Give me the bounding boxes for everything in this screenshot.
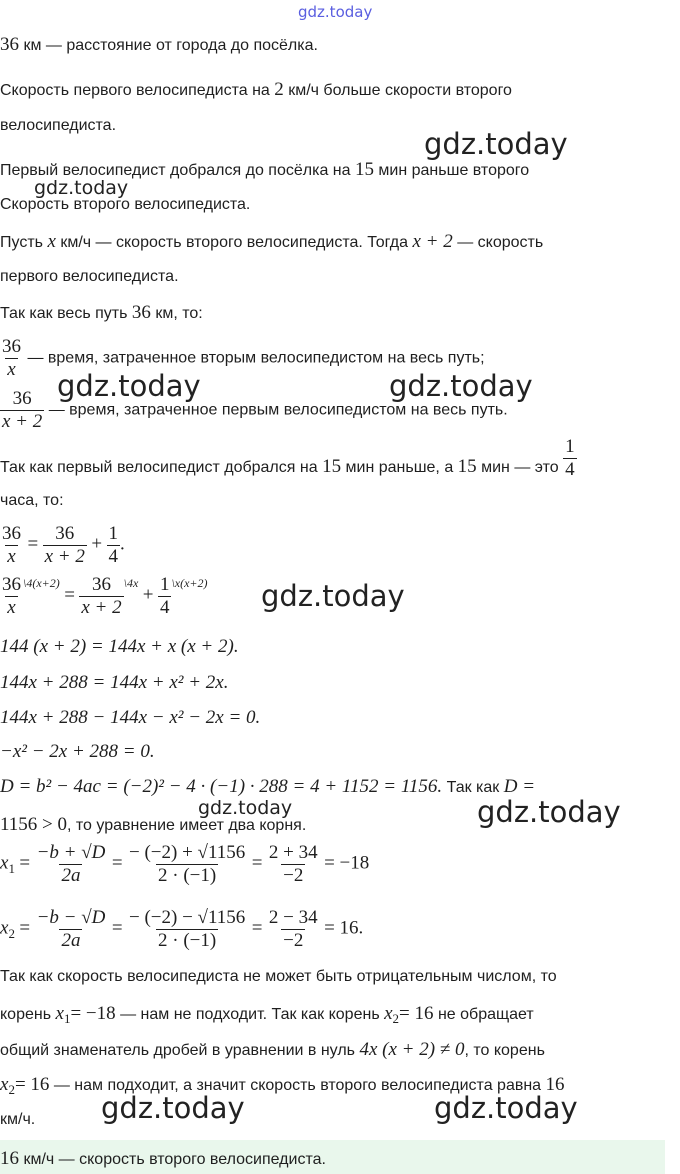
- math: 4x (x + 2) ≠ 0: [359, 1039, 465, 1060]
- text: Пусть: [0, 234, 48, 251]
- fraction: $\frac{- (-2) + √1156}{2 \cdot (-1)}$: [128, 842, 246, 886]
- equation-step-4: −x² − 2x + 288 = 0.: [0, 741, 155, 762]
- plus-sign: +: [91, 533, 103, 555]
- equation-initial: [0, 524, 125, 567]
- time-first-line: [0, 389, 508, 432]
- fraction: $\frac{1}{4}$: [159, 574, 170, 618]
- text-line-distance: [0, 34, 318, 56]
- text: км, то:: [150, 305, 203, 322]
- variable: x: [384, 1003, 393, 1024]
- equals-sign: =: [251, 917, 263, 939]
- text: мин раньше, а: [341, 458, 458, 476]
- text-line-conclusion-2: [0, 1003, 534, 1027]
- number: 16: [545, 1074, 565, 1095]
- variable: x: [0, 917, 9, 939]
- number: 16: [0, 1148, 19, 1169]
- text-line: часа, то:: [0, 492, 64, 509]
- text: мин раньше второго: [373, 162, 530, 179]
- discriminant-positive-line: [0, 814, 306, 836]
- text-line: велосипедиста.: [0, 117, 117, 134]
- text: — нам не подходит. Так как корень: [115, 1006, 385, 1023]
- equals-sign: =: [111, 917, 123, 939]
- result: = 16.: [324, 917, 364, 939]
- text: км/ч больше скорости второго: [283, 82, 512, 99]
- result: = −18: [324, 852, 370, 874]
- text: корень: [0, 1006, 56, 1023]
- watermark-top: gdz.today: [298, 3, 373, 21]
- text: км/ч — скорость второго велосипедиста. Тогда: [55, 234, 413, 251]
- fraction: $\frac{2 + 34}{-2}$: [268, 842, 318, 886]
- fraction: $\frac{2 - 34}{-2}$: [268, 907, 318, 951]
- number: 2: [274, 79, 284, 100]
- number: 15: [354, 159, 374, 180]
- expression: x + 2: [412, 231, 453, 252]
- text-line: км/ч.: [0, 1111, 36, 1128]
- multiplier: \4(x+2): [23, 575, 60, 590]
- variable: x: [47, 231, 56, 252]
- number: 36: [131, 302, 151, 323]
- text: не обращает: [433, 1006, 534, 1023]
- answer-text: км/ч — скорость второго велосипедиста.: [19, 1151, 326, 1168]
- equals-sign: =: [64, 584, 75, 606]
- variable: x: [0, 852, 9, 874]
- inequality: 1156 > 0: [0, 814, 68, 835]
- fraction: $\frac{1}{4}$: [108, 523, 119, 567]
- math: = 16: [399, 1003, 434, 1024]
- discriminant-line: [0, 776, 535, 798]
- number: 15: [322, 455, 342, 477]
- text-line-conclusion-3: [0, 1039, 545, 1061]
- text-line-speed-diff: [0, 79, 512, 101]
- watermark: gdz.today: [57, 369, 201, 403]
- equation-step-2: 144x + 288 = 144x + x² + 2x.: [0, 672, 229, 693]
- fraction: $\frac{36}{x}$: [2, 336, 21, 380]
- text-line-time-diff: [0, 159, 529, 181]
- text: км — расстояние от города до посёлка.: [19, 37, 318, 54]
- subscript: 2: [392, 1011, 400, 1027]
- text: Первый велосипедист добрался до посёлка на: [0, 162, 355, 179]
- discriminant-symbol: D =: [503, 776, 536, 797]
- equation-multipliers: [0, 575, 208, 618]
- watermark: gdz.today: [34, 177, 129, 199]
- text: Так как: [442, 779, 504, 796]
- text: мин — это: [476, 458, 564, 476]
- answer-box: [0, 1140, 665, 1174]
- fraction: $\frac{36}{x}$: [2, 574, 21, 618]
- watermark: gdz.today: [101, 1091, 245, 1125]
- text: Скорость первого велосипедиста на: [0, 82, 275, 99]
- answer-line: [0, 1148, 326, 1170]
- fraction: $\frac{- (-2) - √1156}{2 \cdot (-1)}$: [128, 907, 246, 951]
- fraction: $\frac{-b + √D}{2a}$: [36, 842, 106, 886]
- root-x1: [0, 843, 369, 886]
- text: , то корень: [464, 1042, 545, 1059]
- equation-step-1: 144 (x + 2) = 144x + x (x + 2).: [0, 636, 239, 657]
- watermark: gdz.today: [477, 795, 621, 829]
- equals-sign: =: [27, 533, 39, 555]
- fraction: $\frac{36}{x}$: [2, 523, 21, 567]
- multiplier: \4x: [123, 575, 139, 590]
- subscript: 1: [8, 860, 15, 876]
- text: — нам подходит, а значит скорость второго велосипедиста равна: [49, 1077, 546, 1094]
- watermark: gdz.today: [434, 1091, 578, 1125]
- equals-sign: =: [19, 852, 31, 874]
- text: , то уравнение имеет два корня.: [67, 817, 307, 834]
- watermark: gdz.today: [261, 579, 405, 613]
- multiplier: \x(x+2): [171, 575, 208, 590]
- number: 36: [0, 34, 19, 55]
- plus-sign: +: [142, 584, 154, 606]
- fraction: $\frac{36}{x + 2}$: [81, 574, 122, 618]
- text-line: Скорость второго велосипедиста.: [0, 196, 251, 213]
- period: .: [120, 533, 125, 555]
- text-line: первого велосипедиста.: [0, 268, 179, 285]
- text: Так как весь путь: [0, 305, 132, 322]
- text: — скорость: [452, 234, 544, 251]
- watermark: gdz.today: [424, 127, 568, 161]
- watermark: gdz.today: [198, 797, 293, 819]
- variable: x: [0, 1074, 9, 1095]
- equals-sign: =: [111, 852, 123, 874]
- text-line-let-x: [0, 231, 543, 253]
- text-line-15-min: [0, 437, 577, 480]
- equation-step-3: 144x + 288 − 144x − x² − 2x = 0.: [0, 707, 261, 728]
- text-line-conclusion-1: Так как скорость велосипедиста не может быть отрицательным числом, то: [0, 968, 557, 985]
- subscript: 1: [63, 1011, 71, 1027]
- math: = 16: [14, 1074, 50, 1095]
- equals-sign: =: [19, 917, 31, 939]
- text: общий знаменатель дробей в уравнении в нуль: [0, 1042, 360, 1059]
- text: Так как первый велосипедист добрался на: [0, 458, 323, 476]
- math: = −18: [70, 1003, 116, 1024]
- text-line-total-path: [0, 302, 203, 324]
- subscript: 2: [8, 925, 15, 941]
- fraction: $\frac{36}{x + 2}$: [44, 523, 85, 567]
- root-x2: [0, 908, 363, 951]
- variable: x: [55, 1003, 64, 1024]
- watermark: gdz.today: [389, 369, 533, 403]
- fraction-quarter: $\frac{1}{4}$: [565, 436, 575, 480]
- equals-sign: =: [251, 852, 263, 874]
- number: 15: [457, 455, 477, 477]
- time-second-line: [0, 337, 485, 380]
- text-line-conclusion-4: [0, 1074, 565, 1098]
- fraction: $\frac{36}{x + 2}$: [2, 388, 43, 432]
- discriminant: D = b² − 4ac = (−2)² − 4 · (−1) · 288 = 4 + 1152 = 1156.: [0, 776, 443, 797]
- subscript: 2: [8, 1082, 15, 1098]
- fraction: $\frac{-b - √D}{2a}$: [36, 907, 106, 951]
- text: — время, затраченное первым велосипедистом на весь путь.: [44, 401, 508, 419]
- text: — время, затраченное вторым велосипедистом на весь путь;: [23, 349, 485, 367]
